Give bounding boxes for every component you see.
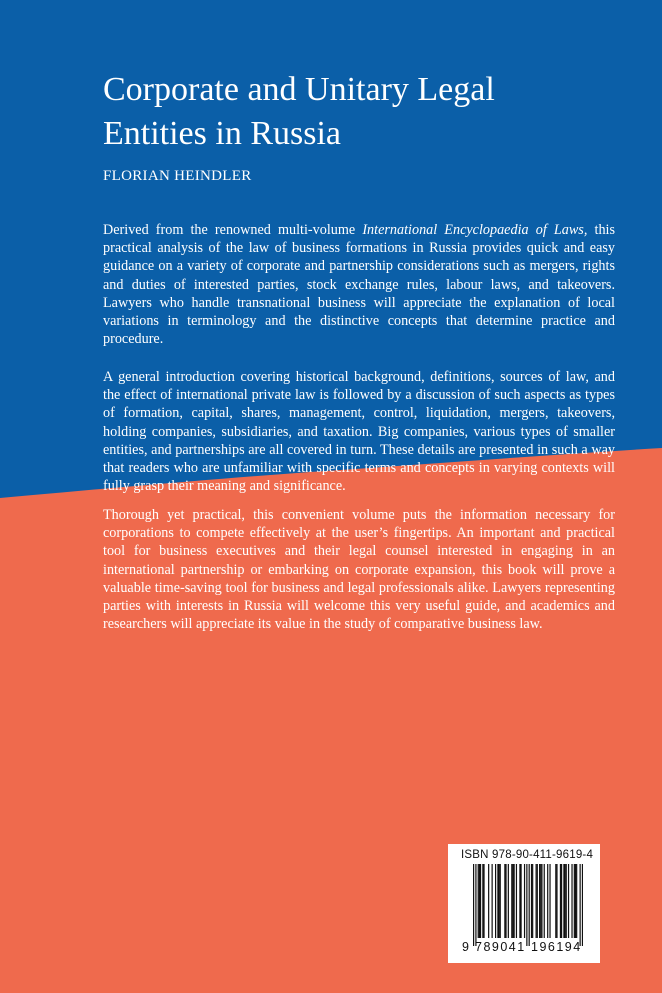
barcode-bar-36 xyxy=(556,864,557,938)
barcode-bar-30 xyxy=(540,864,541,938)
barcode-bar-9 xyxy=(495,864,496,938)
barcode-bar-23 xyxy=(526,864,527,946)
barcode-bar-10 xyxy=(497,864,498,938)
barcode-bar-37 xyxy=(560,864,561,938)
barcode-bar-25 xyxy=(531,864,532,938)
encyclopaedia-title: International Encyclopaedia of Laws, xyxy=(362,222,588,238)
barcode-bar-12 xyxy=(500,864,501,938)
barcode-bar-14 xyxy=(505,864,506,938)
barcode-bar-47 xyxy=(580,864,581,946)
barcode-bar-41 xyxy=(566,864,567,938)
barcode-bar-34 xyxy=(549,864,550,938)
book-title-line-1: Corporate and Unitary Legal xyxy=(103,71,495,108)
barcode-bar-31 xyxy=(541,864,542,938)
barcode-bar-40 xyxy=(564,864,565,938)
barcode-bar-0 xyxy=(473,864,474,946)
barcode-bar-22 xyxy=(524,864,525,938)
barcode-bar-46 xyxy=(576,864,577,938)
barcode-bar-35 xyxy=(555,864,556,938)
barcode-bar-5 xyxy=(482,864,483,938)
book-title-line-2: Entities in Russia xyxy=(103,115,341,152)
barcode-bar-17 xyxy=(512,864,513,938)
barcode-digit-group-right: 196194 xyxy=(531,940,582,954)
isbn-barcode-panel xyxy=(448,844,600,963)
barcode-bar-3 xyxy=(479,864,480,938)
description-paragraph-3: Thorough yet practical, this convenient volume puts the information necessary for corporations to compete effectively at the user’s fingertips. An important and practical tool for business executives and their legal counsel interested in engaging in an international partnership or embarking on corporate expansion, this book will prove a valuable time-saving tool for business and legal professionals alike. Lawyers representing parties with interests in Russia will welcome this very useful guide, and academics and researchers will appreciate its value in the study of comparative business law. xyxy=(103,507,615,633)
barcode-bar-44 xyxy=(574,864,575,938)
barcode-bar-24 xyxy=(529,864,530,946)
barcode-bar-43 xyxy=(571,864,572,938)
barcode-bar-4 xyxy=(480,864,481,938)
barcode-bar-33 xyxy=(547,864,548,938)
isbn-label: ISBN 978-90-411-9619-4 xyxy=(461,849,594,861)
barcode-bar-15 xyxy=(508,864,509,938)
author-name: FLORIAN HEINDLER xyxy=(103,168,252,184)
barcode-bar-20 xyxy=(519,864,520,938)
barcode-bar-6 xyxy=(483,864,484,938)
barcode-first-digit: 9 xyxy=(462,940,469,954)
barcode-bar-29 xyxy=(539,864,540,938)
barcode-bar-42 xyxy=(568,864,569,938)
barcode-bar-28 xyxy=(537,864,538,938)
p1-text-start: Derived from the renowned multi-volume xyxy=(103,222,363,238)
barcode-bar-19 xyxy=(516,864,517,938)
barcode-bars xyxy=(473,864,583,946)
barcode-bar-26 xyxy=(532,864,533,938)
barcode-bar-7 xyxy=(488,864,489,938)
barcode-bar-38 xyxy=(561,864,562,938)
barcode-bar-39 xyxy=(563,864,564,938)
barcode-bar-13 xyxy=(504,864,505,938)
barcode-bar-27 xyxy=(536,864,537,938)
barcode-digit-group-left: 789041 xyxy=(475,940,526,954)
barcode-bar-2 xyxy=(478,864,479,938)
barcode-bar-1 xyxy=(475,864,476,946)
barcode-bar-8 xyxy=(492,864,493,938)
barcode-bar-11 xyxy=(498,864,499,938)
description-paragraph-1 xyxy=(103,221,615,348)
p1-text-end: this practical analysis of the law of business formations in Russia provides quick and easy guidance on a variety of corporate and partnership considerations such as mergers, rights and duties of interested parties, stock exchange rules, labour laws, and takeovers. Lawyers who handle transnational business will appreciate the explanation of local variations in terminology and the distinctive concepts that determine practice and procedure. xyxy=(103,222,615,348)
barcode-bar-45 xyxy=(575,864,576,938)
book-title xyxy=(103,68,623,156)
description-paragraph-2: A general introduction covering historical background, definitions, sources of law, and the effect of international private law is followed by a discussion of such aspects as types of formation, capital, shares, management, control, liquidation, mergers, takeovers, holding companies, subsidiaries, and taxation. Big companies, various types of smaller entities, and partnerships are all covered in turn. These details are presented in such a way that readers who are unfamiliar with specific terms and concepts in varying contexts will fully grasp their meaning and significance. xyxy=(103,369,615,495)
barcode-bar-32 xyxy=(544,864,545,938)
barcode-bar-18 xyxy=(514,864,515,938)
barcode-bar-16 xyxy=(511,864,512,938)
barcode-bar-48 xyxy=(582,864,583,946)
barcode-bar-21 xyxy=(520,864,521,938)
